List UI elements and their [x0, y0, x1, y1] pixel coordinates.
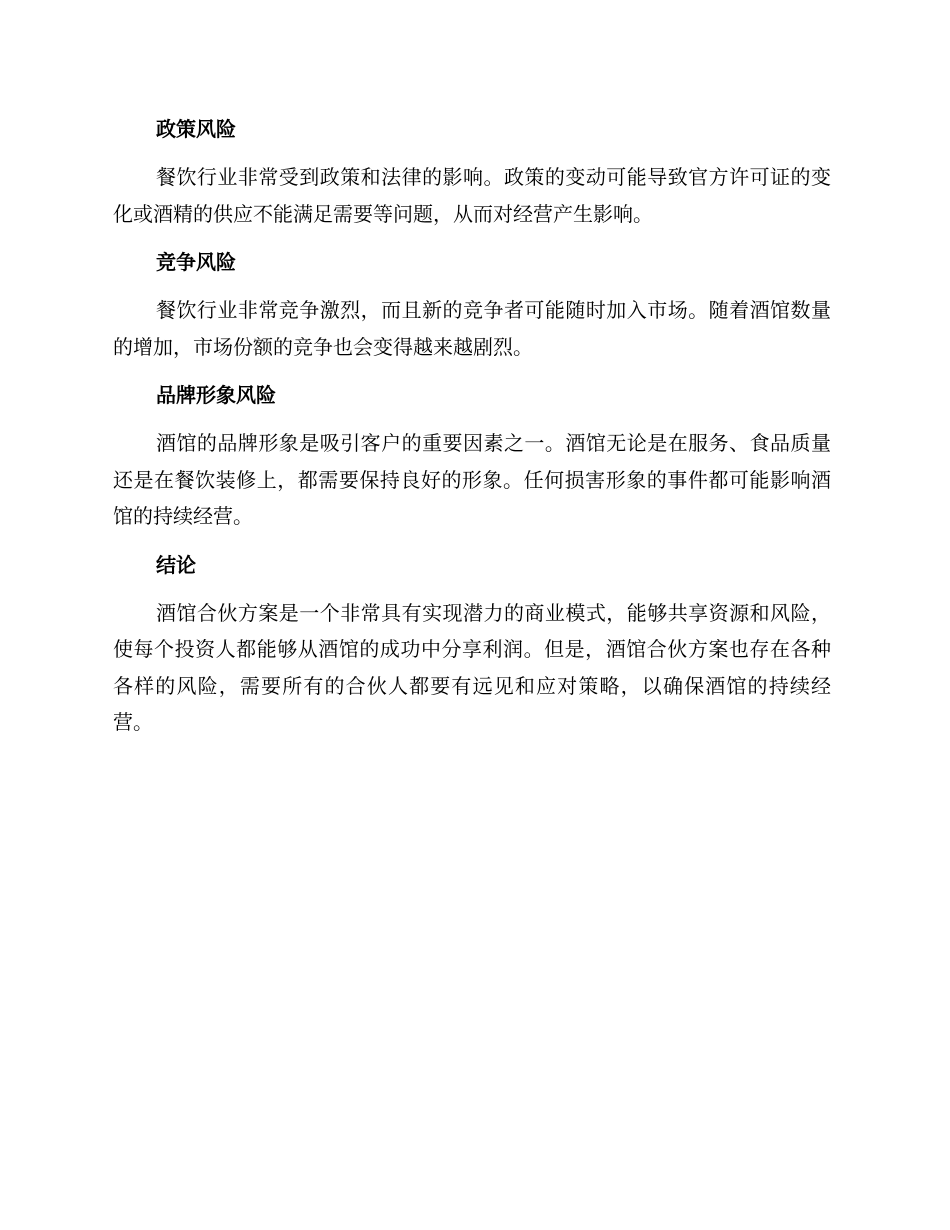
section-paragraph: 餐饮行业非常受到政策和法律的影响。政策的变动可能导致官方许可证的变化或酒精的供应不能满足需要等问题，从而对经营产生影响。 — [113, 165, 831, 226]
section-heading: 结论 — [156, 552, 196, 577]
section-paragraph: 酒馆合伙方案是一个非常具有实现潜力的商业模式，能够共享资源和风险，使每个投资人都能够从酒馆的成功中分享利润。但是，酒馆合伙方案也存在各种各样的风险，需要所有的合伙人都要有远见和应对策略，以确保酒馆的持续经营。 — [113, 600, 831, 734]
section-heading: 政策风险 — [156, 117, 236, 141]
section-conclusion — [113, 547, 831, 741]
section-heading: 竞争风险 — [156, 250, 236, 274]
section-heading: 品牌形象风险 — [156, 383, 276, 407]
section-brand-image-risk — [113, 377, 831, 535]
section-paragraph: 餐饮行业非常竞争激烈，而且新的竞争者可能随时加入市场。随着酒馆数量的增加，市场份额的竞争也会变得越来越剧烈。 — [113, 298, 831, 359]
section-paragraph: 酒馆的品牌形象是吸引客户的重要因素之一。酒馆无论是在服务、食品质量还是在餐饮装修上，都需要保持良好的形象。任何损害形象的事件都可能影响酒馆的持续经营。 — [113, 431, 831, 528]
document-page — [113, 111, 831, 753]
section-policy-risk — [113, 111, 831, 232]
section-competition-risk — [113, 244, 831, 365]
